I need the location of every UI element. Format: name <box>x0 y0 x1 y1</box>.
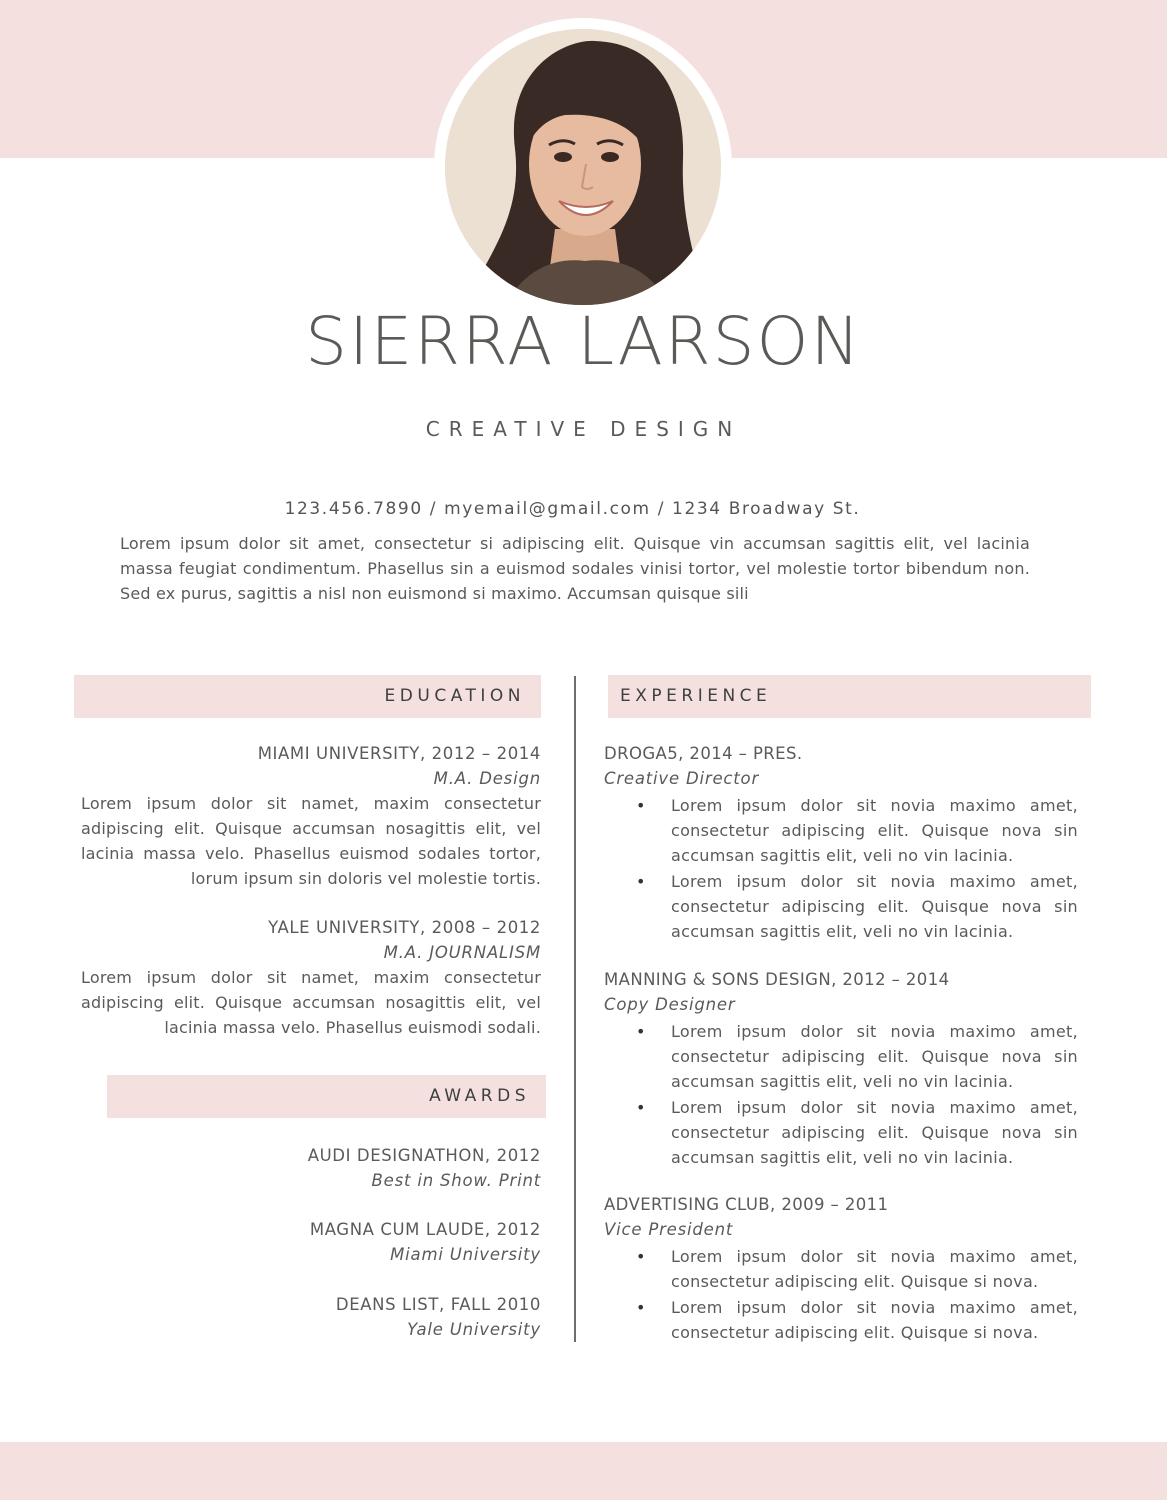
bullet-list <box>604 1244 1078 1345</box>
bullet-icon: • <box>636 872 646 891</box>
bullet-list <box>604 793 1078 944</box>
entry-heading: MAGNA CUM LAUDE, 2012 <box>309 1220 541 1239</box>
candidate-title: CREATIVE DESIGN <box>425 417 742 441</box>
experience-heading: EXPERIENCE <box>620 686 772 706</box>
education-section-header <box>74 675 541 718</box>
education-entry <box>81 741 541 891</box>
education-entry <box>81 915 541 1040</box>
entry-heading: DEANS LIST, FALL 2010 <box>335 1295 541 1314</box>
experience-entry <box>604 1192 1078 1346</box>
bullet-item <box>604 869 1078 944</box>
entry-subheading: Best in Show. Print <box>371 1171 541 1190</box>
entry-heading: MANNING & SONS DESIGN, 2012 – 2014 <box>604 970 950 989</box>
experience-entry <box>604 741 1078 945</box>
entry-subheading: M.A. Design <box>433 769 541 788</box>
education-heading: EDUCATION <box>384 686 525 706</box>
bullet-item <box>604 1019 1078 1094</box>
experience-entry <box>604 967 1078 1171</box>
bullet-text: Lorem ipsum dolor sit novia maximo amet, consectetur adipiscing elit. Quisque nova sin accumsan sagittis elit, veli no vin lacinia. <box>671 796 1078 865</box>
bullet-text: Lorem ipsum dolor sit novia maximo amet, consectetur adipiscing elit. Quisque si nova. <box>671 1298 1078 1342</box>
entry-heading: ADVERTISING CLUB, 2009 – 2011 <box>604 1195 889 1214</box>
entry-heading: AUDI DESIGNATHON, 2012 <box>307 1146 541 1165</box>
bullet-item <box>604 793 1078 868</box>
bullet-icon: • <box>636 1098 646 1117</box>
intro-paragraph: Lorem ipsum dolor sit amet, consectetur si adipiscing elit. Quisque vin accumsan sagittis elit, vel lacinia massa feugiat condimentum. Phasellus sin a euismod sodales vinisi tortor, vel molestie tortor bibendum non. Sed ex purus, sagittis a nisl non euismond si maximo. Accumsan quisque sili <box>120 534 1030 603</box>
column-divider <box>574 676 576 1342</box>
bullet-list <box>604 1019 1078 1170</box>
bullet-icon: • <box>636 1247 646 1266</box>
entry-description: Lorem ipsum dolor sit namet, maxim consectetur adipiscing elit. Quisque accumsan nosagittis elit, vel lacinia massa velo. Phasellus euismodi sodali. <box>81 968 541 1037</box>
entry-subheading: Vice President <box>604 1220 734 1239</box>
awards-section-header <box>107 1075 546 1118</box>
bullet-text: Lorem ipsum dolor sit novia maximo amet, consectetur adipiscing elit. Quisque nova sin accumsan sagittis elit, veli no vin lacinia. <box>671 872 1078 941</box>
bullet-text: Lorem ipsum dolor sit novia maximo amet, consectetur adipiscing elit. Quisque nova sin accumsan sagittis elit, veli no vin lacinia. <box>671 1098 1078 1167</box>
entry-heading: YALE UNIVERSITY, 2008 – 2012 <box>268 918 541 937</box>
entry-subheading: Copy Designer <box>604 995 736 1014</box>
bullet-item <box>604 1295 1078 1345</box>
entry-heading: MIAMI UNIVERSITY, 2012 – 2014 <box>257 744 541 763</box>
entry-description: Lorem ipsum dolor sit namet, maxim consectetur adipiscing elit. Quisque accumsan nosagittis elit, vel lacinia massa velo. Phasellus euismod sodales tortor, lorum ipsum sin doloris vel molestie tortis. <box>81 794 541 888</box>
bullet-icon: • <box>636 1298 646 1317</box>
entry-heading: DROGA5, 2014 – PRES. <box>604 744 803 763</box>
bullet-text: Lorem ipsum dolor sit novia maximo amet, consectetur adipiscing elit. Quisque si nova. <box>671 1247 1078 1291</box>
awards-heading: AWARDS <box>429 1086 530 1106</box>
entry-subheading: Yale University <box>407 1320 541 1339</box>
candidate-name: SIERRA LARSON <box>305 303 862 380</box>
experience-section-header <box>608 675 1091 718</box>
footer-accent-band <box>0 1442 1167 1500</box>
entry-subheading: Miami University <box>390 1245 541 1264</box>
award-entry <box>81 1143 541 1193</box>
bullet-icon: • <box>636 796 646 815</box>
award-entry <box>81 1217 541 1267</box>
contact-info: 123.456.7890 / myemail@gmail.com / 1234 Broadway St. <box>284 499 861 519</box>
bullet-text: Lorem ipsum dolor sit novia maximo amet, consectetur adipiscing elit. Quisque nova sin accumsan sagittis elit, veli no vin lacinia. <box>671 1022 1078 1091</box>
entry-subheading: M.A. JOURNALISM <box>383 943 541 962</box>
portrait-photo <box>445 29 721 305</box>
bullet-item <box>604 1244 1078 1294</box>
award-entry <box>81 1292 541 1342</box>
bullet-icon: • <box>636 1022 646 1041</box>
entry-subheading: Creative Director <box>604 769 760 788</box>
bullet-item <box>604 1095 1078 1170</box>
